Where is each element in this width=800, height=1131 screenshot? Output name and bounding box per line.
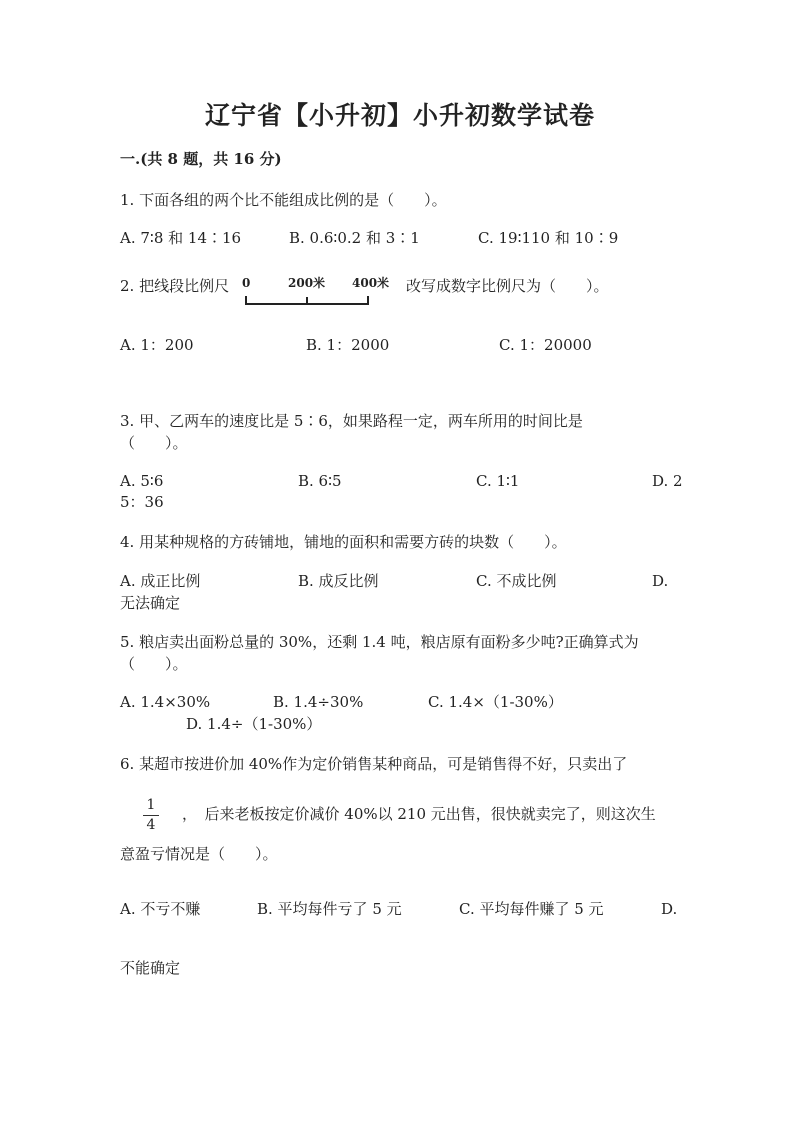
question-6-stem-line3: 意盈亏情况是（ ）。 [120,845,278,863]
question-1-option-c[interactable]: C. 19∶110 和 10∶9 [478,229,619,247]
question-3-option-c[interactable]: C. 1∶1 [476,472,520,490]
question-5-option-b[interactable]: B. 1.4÷30% [273,693,364,711]
question-6-option-c[interactable]: C. 平均每件赚了 5 元 [459,900,604,918]
question-2-stem-prefix: 2. 把线段比例尺 [120,277,230,295]
question-3-option-a[interactable]: A. 5∶6 [120,472,164,490]
question-6-option-d-cont[interactable]: 不能确定 [120,959,181,977]
page-title: 辽宁省【小升初】小升初数学试卷 [204,101,595,130]
question-3-option-d[interactable]: D. 2 [652,472,683,490]
question-3-option-d-cont[interactable]: 5：36 [120,493,164,511]
question-6-option-d[interactable]: D. [661,900,678,918]
question-3-stem-line2: （ ）。 [120,434,188,452]
fraction-one-quarter [140,797,162,834]
question-2-stem-suffix: 改写成数字比例尺为（ ）。 [406,277,609,295]
question-1-option-b[interactable]: B. 0.6∶0.2 和 3∶1 [289,229,420,247]
scale-label-0: 0 [242,276,251,290]
question-4-option-b[interactable]: B. 成反比例 [298,572,379,590]
question-6-option-b[interactable]: B. 平均每件亏了 5 元 [257,900,402,918]
fraction-bar [143,815,159,816]
line-scale-figure [242,276,390,316]
question-5-stem-line1: 5. 粮店卖出面粉总量的 30%，还剩 1.4 吨，粮店原有面粉多少吨?正确算式为 [120,633,639,651]
question-5-stem-line2: （ ）。 [120,655,188,673]
question-1-stem: 1. 下面各组的两个比不能组成比例的是（ ）。 [120,191,447,209]
question-2-option-c[interactable]: C. 1：20000 [499,336,592,354]
question-4-option-a[interactable]: A. 成正比例 [120,572,201,590]
question-4-stem: 4. 用某种规格的方砖铺地，铺地的面积和需要方砖的块数（ ）。 [120,533,567,551]
question-2-option-a[interactable]: A. 1：200 [120,336,194,354]
fraction-denominator: 4 [146,817,156,833]
question-4-option-d[interactable]: D. [652,572,669,590]
question-6-stem-line1: 6. 某超市按进价加 40%作为定价销售某种商品，可是销售得不好，只卖出了 [120,755,628,773]
question-6-stem-line2: ， 后来老板按定价减价 40%以 210 元出售，很快就卖完了，则这次生 [182,805,656,823]
scale-label-400: 400米 [352,276,390,290]
question-2-option-b[interactable]: B. 1：2000 [306,336,390,354]
question-4-option-d-cont[interactable]: 无法确定 [120,594,181,612]
question-3-option-b[interactable]: B. 6∶5 [298,472,342,490]
fraction-numerator: 1 [146,797,156,813]
question-5-option-a[interactable]: A. 1.4×30% [120,693,211,711]
question-5-option-d[interactable]: D. 1.4÷（1-30%） [186,715,322,733]
section-heading: 一.(共 8 题，共 16 分) [120,150,282,168]
question-4-option-c[interactable]: C. 不成比例 [476,572,557,590]
question-6-option-a[interactable]: A. 不亏不赚 [120,900,201,918]
question-5-option-c[interactable]: C. 1.4×（1-30%） [428,693,563,711]
question-1-option-a[interactable]: A. 7∶8 和 14∶16 [120,229,242,247]
question-3-stem-line1: 3. 甲、乙两车的速度比是 5∶6，如果路程一定，两车所用的时间比是 [120,412,583,430]
scale-label-200: 200米 [288,276,326,290]
